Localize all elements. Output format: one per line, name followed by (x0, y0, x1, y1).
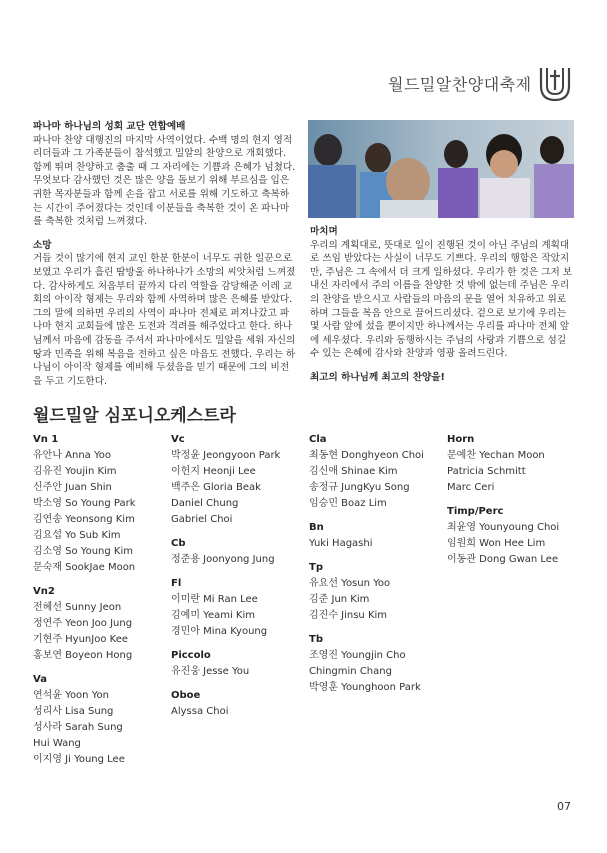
member-name: 김유진 Youjin Kim (33, 466, 117, 477)
member-name: 김진수 Jinsu Kim (309, 610, 388, 621)
member-name: 문예찬 Yechan Moon (447, 450, 545, 461)
member-name: 백주은 Gloria Beak (171, 482, 261, 493)
member-name: 정연주 Yeon Joo Jung (33, 618, 133, 629)
member-name: 박소영 So Young Park (33, 498, 136, 509)
instrument-section-title: Timp/Perc (447, 506, 504, 517)
member-name: Alyssa Choi (171, 706, 229, 717)
instrument-section-title: Tp (309, 562, 323, 573)
member-name: 신주안 Juan Shin (33, 482, 112, 493)
member-name: 김요섭 Yo Sub Kim (33, 530, 121, 541)
member-name: 이지영 Ji Young Lee (33, 754, 125, 765)
instrument-section-title: Fl (171, 578, 182, 589)
instrument-section (33, 584, 136, 664)
instrument-section-title: Cb (171, 538, 186, 549)
member-name: 유안나 Anna Yoo (33, 450, 111, 461)
instrument-section-title: Vc (171, 434, 185, 445)
member-name: 이미란 Mi Ran Lee (171, 594, 258, 605)
member-name: 송정규 JungKyu Song (309, 482, 410, 493)
member-name: 문숙재 SookJae Moon (33, 562, 136, 573)
section-heading: 파나마 하나님의 성회 교단 연합예배 (33, 121, 186, 132)
member-name: 경민아 Mina Kyoung (171, 626, 268, 637)
section-body: 파나마 찬양 대행진의 마지막 사역이었다. 수백 명의 현지 영적 리더들과 그 가족분들이 참석했고 밀알의 찬양으로 개회했다. 함께 뛰며 찬양하고 춤출 때 그 자리에는 기쁨과 은혜가 넘쳤다. 무엇보다 감사했던 것은 많은 양을 돌보기 위해 부르심을 입은 귀한 목자분들과 함께 손을 잡고 서로를 위해 기도하고 축복하는 시간이 주어졌다는 것인데 이분들을 축복한 것이 온 파나마를 축복한 것처럼 느껴졌다. (33, 134, 296, 228)
instrument-section (33, 432, 136, 576)
member-name: Hui Wang (33, 738, 81, 749)
member-name: 정준용 Joonyong Jung (171, 554, 275, 565)
instrument-section (447, 504, 559, 568)
orchestra-title: 월드밀알 심포니오케스트라 (33, 406, 236, 426)
member-name: 최동현 Donghyeon Choi (309, 450, 424, 461)
instrument-section (33, 672, 136, 768)
member-name: 성사라 Sarah Sung (33, 722, 123, 733)
instrument-section-title: Vn2 (33, 586, 55, 597)
member-name: 김준 Jun Kim (309, 594, 370, 605)
member-name: 조영진 Youngjin Cho (309, 650, 406, 661)
instrument-section (309, 520, 424, 552)
member-name: Yuki Hagashi (309, 538, 373, 549)
member-name: Daniel Chung (171, 498, 239, 509)
member-name: 박정윤 Jeongyoon Park (171, 450, 281, 461)
instrument-section (309, 560, 424, 624)
member-name: 임승민 Boaz Lim (309, 498, 387, 509)
header-title: 월드밀알찬양대축제 (388, 75, 532, 94)
closing-line: 최고의 하나님께 최고의 찬양을! (310, 371, 445, 383)
instrument-section-title: Vn 1 (33, 434, 59, 445)
instrument-section (171, 688, 280, 720)
instrument-section-title: Cla (309, 434, 327, 445)
section-heading: 마치며 (310, 226, 338, 237)
member-name: 전혜선 Sunny Jeon (33, 602, 122, 613)
instrument-section (171, 432, 280, 528)
section-body: 우리의 계획대로, 뜻대로 일이 진행된 것이 아닌 주님의 계획대로 쓰임 받았다는 사실이 너무도 기쁘다. 우리의 행함은 작았지만, 주님은 그 속에서 더 크게 일하셨다. 우리가 한 것은 그저 보내신 자리에서 주의 이름을 찬양한 것 밖에 없는데 주님은 우리의 찬양을 받으시고 사람들의 마음의 문을 열어 치유하고 위로하며 그들을 복음 안으로 끌어드리셨다. 겉으로 보기에 우리는 몇 사람 앞에 섰을 뿐이지만 하나께서는 우리를 파나마 전체 앞에 세우셨다. 우리와 동행하시는 주님의 사랑과 기쁨으로 섬길 수 있는 은혜에 감사와 찬양과 영광 올려드린다. (310, 239, 573, 360)
roster-column-1 (33, 432, 136, 776)
instrument-section (171, 648, 280, 680)
roster-column-2 (171, 432, 280, 728)
instrument-section (171, 536, 280, 568)
member-name: 연석윤 Yoon Yon (33, 690, 109, 701)
instrument-section (309, 432, 424, 512)
section-heading: 소망 (33, 239, 52, 251)
roster-column-4 (447, 432, 559, 576)
member-name: Marc Ceri (447, 482, 495, 493)
festival-logo (535, 64, 575, 104)
member-name: 성리사 Lisa Sung (33, 706, 114, 717)
member-name: 최윤영 Younyoung Choi (447, 522, 560, 533)
instrument-section-title: Piccolo (171, 650, 211, 661)
member-name: 이헌지 Heonji Lee (171, 466, 256, 477)
worship-photo (308, 120, 574, 218)
member-name: Chingmin Chang (309, 666, 392, 677)
member-name: 김소영 So Young Kim (33, 546, 133, 557)
instrument-section (447, 432, 559, 496)
member-name: Patricia Schmitt (447, 466, 526, 477)
member-name: 박영훈 Younghoon Park (309, 682, 421, 693)
section-body: 거듭 것이 많기에 현지 교인 한분 한분이 너무도 귀한 일꾼으로 보였고 우리가 흘린 땀방울 하나하나가 소망의 씨앗처럼 느껴졌다. 감사하게도 처음부터 끝까지 다리 역할을 감당해준 이레 교회의 아이작 형제는 우리와 함께 사역하며 많은 은혜를 받았다. 그의 말에 의하면 우리의 사역이 파나마 전체로 퍼져나갔고 파나마 현지 교회들에 많은 도전과 격려를 해주었다고 한다. 하나님께서 마음에 감동을 주셔서 파나마에서도 밀알을 세워 자신의 땅과 민족을 위해 복음을 전하고 싶은 마음도 전했다. 우리는 하나님이 아이작 형제를 예비해 두셨음을 믿기 때문에 그의 비전을 두고 기도한다. (33, 253, 296, 387)
member-name: Gabriel Choi (171, 514, 233, 525)
member-name: 홍보연 Boyeon Hong (33, 650, 133, 661)
member-name: 김예미 Yeami Kim (171, 610, 255, 621)
member-name: 유요선 Yosun Yoo (309, 578, 391, 589)
member-name: 임원희 Won Hee Lim (447, 538, 546, 549)
page-number: 07 (557, 800, 571, 813)
member-name: 기현주 HyunJoo Kee (33, 634, 129, 645)
instrument-section (171, 576, 280, 640)
article-left-column (33, 120, 298, 398)
instrument-section-title: Va (33, 674, 47, 685)
member-name: 유진웅 Jesse You (171, 666, 250, 677)
instrument-section-title: Horn (447, 434, 475, 445)
roster-column-3 (309, 432, 424, 704)
instrument-section (309, 632, 424, 696)
instrument-section-title: Tb (309, 634, 323, 645)
instrument-section-title: Bn (309, 522, 324, 533)
instrument-section-title: Oboe (171, 690, 201, 701)
member-name: 김신애 Shinae Kim (309, 466, 398, 477)
member-name: 이동관 Dong Gwan Lee (447, 554, 559, 565)
article-right-column (310, 225, 575, 385)
member-name: 김연송 Yeonsong Kim (33, 514, 135, 525)
